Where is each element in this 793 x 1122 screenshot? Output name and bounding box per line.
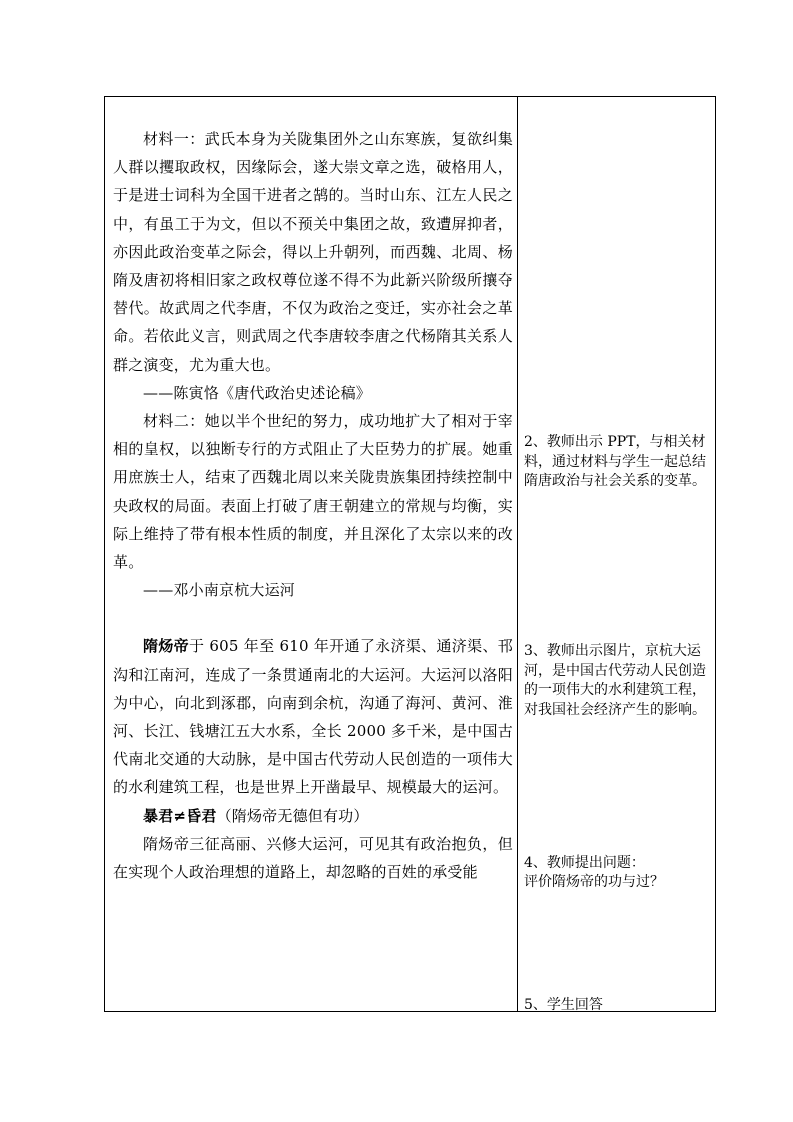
tyrant-subtitle: （隋炀帝无德但有功） [216, 806, 369, 825]
left-column [105, 125, 517, 1013]
source-two: ——邓小南京杭大运河 [143, 581, 296, 600]
tyrant-heading [113, 802, 513, 830]
teacher-note-3: 3、教师出示图片，京杭大运河，是中国古代劳动人民创造的一项伟大的水利建筑工程，对我国社会经济产生的影响。 [524, 643, 706, 718]
source-one: ——陈寅恪《唐代政治史述论稿》 [143, 383, 372, 402]
tyrant-title: 暴君≠昏君 [143, 806, 217, 825]
teacher-note-4-question: 4、教师提出问题： [524, 855, 645, 871]
canal-paragraph [113, 632, 513, 801]
material-one: 材料一：武氏本身为关陇集团外之山东寒族，复欲纠集人群以攫取政权，因缘际会，遂大崇文章之选，破格用人，于是进士词科为全国干进者之鹄的。当时山东、江左人民之中，有虽工于为文，但以不预关中集团之故，致遭屏抑者，亦因此政治变革之际会，得以上升朝列，而西魏、北周、杨隋及唐初将相旧家之政权尊位遂不得不为此新兴阶级所攘夺替代。故武周之代李唐，不仅为政治之变迁，实亦社会之革命。若依此义言，则武周之代李唐较李唐之代杨隋其关系人群之演变，尤为重大也。 [113, 130, 513, 374]
canal-emperor: 隋炀帝 [143, 637, 189, 656]
teacher-note-2: 2、教师出示 PPT，与相关材料，通过材料与学生一起总结隋唐政治与社会关系的变革。 [524, 434, 706, 489]
canal-text: 于 605 年至 610 年开通了永济渠、通济渠、邗沟和江南河，连成了一条贯通南北的大运河。大运河以洛阳为中心，向北到涿郡，向南到余杭，沟通了海河、黄河、淮河、长江、钱塘江五大水系，全长 2000 多千米，是中国古代南北交通的大动脉，是中国古代劳动人民创造的一项伟大的水利建筑工程，也是世界上开凿最早、规模最大的运河。 [113, 637, 513, 797]
tyrant-paragraph: 隋炀帝三征高丽、兴修大运河，可见其有政治抱负，但在实现个人政治理想的道路上，却忽略的百姓的承受能 [113, 834, 513, 882]
right-column [518, 97, 715, 1011]
teacher-note-4-prompt: 评价隋炀帝的功与过？ [524, 874, 664, 890]
teacher-note-5: 5、学生回答 [524, 997, 603, 1013]
material-two: 材料二：她以半个世纪的努力，成功地扩大了相对于宰相的皇权，以独断专行的方式阻止了大臣势力的扩展。她重用庶族士人，结束了西魏北周以来关陇贵族集团持续控制中央政权的局面。表面上打破了唐王朝建立的常规与均衡，实际上维持了带有根本性质的制度，并且深化了太宗以来的改革。 [113, 412, 513, 572]
spacer [113, 604, 513, 632]
lesson-table [104, 96, 716, 1012]
